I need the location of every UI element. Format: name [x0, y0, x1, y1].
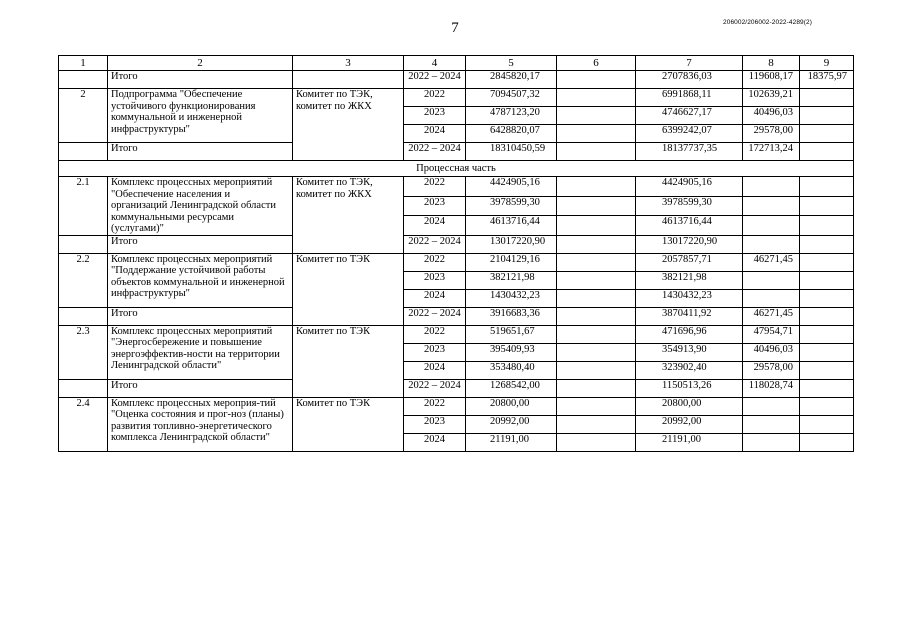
row-number: 2.4: [59, 397, 108, 451]
section-row: [59, 161, 854, 177]
value-cell: 21191,00: [636, 433, 743, 451]
value-cell: 4613716,44: [636, 216, 743, 236]
value-cell: [557, 125, 636, 143]
row-name: Итого: [108, 307, 293, 325]
value-cell: [557, 379, 636, 397]
row-name: Комплекс процессных мероприя-тий "Оценка состояния и прог-ноз (планы) развития топливно-энергетического комплекса Ленинградской области": [108, 397, 293, 451]
value-cell: [743, 216, 800, 236]
value-cell: [557, 271, 636, 289]
document-code: 206002/206002-2022-4289(2): [723, 19, 812, 26]
year-row: [59, 325, 854, 343]
value-cell: [800, 125, 854, 143]
value-cell: [557, 235, 636, 253]
value-cell: 4746627,17: [636, 107, 743, 125]
value-cell: 1150513,26: [636, 379, 743, 397]
year-cell: 2024: [404, 125, 466, 143]
value-cell: [557, 307, 636, 325]
value-cell: 519651,67: [466, 325, 557, 343]
year-cell: 2023: [404, 271, 466, 289]
year-cell: 2024: [404, 289, 466, 307]
row-name: Итого: [108, 71, 293, 89]
value-cell: 4424905,16: [636, 177, 743, 197]
total-row: [59, 71, 854, 89]
value-cell: 6399242,07: [636, 125, 743, 143]
budget-table: [58, 55, 854, 452]
value-cell: 6428820,07: [466, 125, 557, 143]
value-cell: 18375,97: [800, 71, 854, 89]
value-cell: 47954,71: [743, 325, 800, 343]
value-cell: [557, 253, 636, 271]
value-cell: [800, 196, 854, 216]
year-row: [59, 253, 854, 271]
header-row: [59, 56, 854, 71]
section-title: Процессная часть: [59, 161, 854, 177]
year-cell: 2023: [404, 343, 466, 361]
value-cell: 1430432,23: [466, 289, 557, 307]
year-cell: 2024: [404, 216, 466, 236]
value-cell: 18310450,59: [466, 143, 557, 161]
value-cell: 13017220,90: [636, 235, 743, 253]
value-cell: [800, 415, 854, 433]
value-cell: [557, 415, 636, 433]
value-cell: [800, 143, 854, 161]
value-cell: [743, 235, 800, 253]
row-number: 2: [59, 89, 108, 143]
value-cell: 118028,74: [743, 379, 800, 397]
value-cell: 20992,00: [636, 415, 743, 433]
year-cell: 2023: [404, 196, 466, 216]
column-header: 5: [466, 56, 557, 71]
year-cell: 2023: [404, 107, 466, 125]
year-cell: 2022: [404, 253, 466, 271]
value-cell: [800, 271, 854, 289]
year-cell: 2024: [404, 361, 466, 379]
value-cell: 2057857,71: [636, 253, 743, 271]
value-cell: [800, 307, 854, 325]
total-row: [59, 307, 854, 325]
value-cell: [743, 289, 800, 307]
value-cell: [557, 433, 636, 451]
column-header: 6: [557, 56, 636, 71]
column-header: 2: [108, 56, 293, 71]
page-number: 7: [451, 20, 459, 36]
column-header: 9: [800, 56, 854, 71]
value-cell: 1430432,23: [636, 289, 743, 307]
value-cell: 353480,40: [466, 361, 557, 379]
row-number: [59, 235, 108, 253]
year-row: [59, 177, 854, 197]
value-cell: [800, 89, 854, 107]
column-header: 8: [743, 56, 800, 71]
value-cell: 102639,21: [743, 89, 800, 107]
value-cell: [800, 361, 854, 379]
value-cell: 382121,98: [466, 271, 557, 289]
value-cell: 395409,93: [466, 343, 557, 361]
total-row: [59, 235, 854, 253]
year-cell: 2022: [404, 89, 466, 107]
row-name: Итого: [108, 235, 293, 253]
year-cell: 2022 – 2024: [404, 71, 466, 89]
value-cell: [557, 196, 636, 216]
row-name: Итого: [108, 379, 293, 397]
value-cell: [800, 177, 854, 197]
row-number: 2.3: [59, 325, 108, 379]
year-cell: 2022: [404, 325, 466, 343]
row-name: Комплекс процессных мероприятий "Обеспечение населения и организаций Ленинградской области коммунальными ресурсами (услугами)": [108, 177, 293, 236]
value-cell: 3978599,30: [466, 196, 557, 216]
year-cell: 2023: [404, 415, 466, 433]
value-cell: [557, 397, 636, 415]
value-cell: 119608,17: [743, 71, 800, 89]
row-number: [59, 143, 108, 161]
value-cell: [557, 107, 636, 125]
value-cell: 20800,00: [466, 397, 557, 415]
total-row: [59, 143, 854, 161]
value-cell: [800, 107, 854, 125]
row-name: Подпрограмма "Обеспечение устойчивого функционирования коммунальной и инженерной инфраструктуры": [108, 89, 293, 143]
value-cell: 3870411,92: [636, 307, 743, 325]
column-header: 4: [404, 56, 466, 71]
value-cell: 21191,00: [466, 433, 557, 451]
value-cell: [743, 177, 800, 197]
column-header: 1: [59, 56, 108, 71]
value-cell: 172713,24: [743, 143, 800, 161]
year-cell: 2024: [404, 433, 466, 451]
value-cell: 20992,00: [466, 415, 557, 433]
value-cell: [800, 343, 854, 361]
value-cell: [557, 361, 636, 379]
value-cell: 40496,03: [743, 343, 800, 361]
value-cell: [800, 325, 854, 343]
value-cell: [557, 343, 636, 361]
value-cell: [743, 433, 800, 451]
responsible-cell: Комитет по ТЭК: [293, 253, 404, 325]
value-cell: 2707836,03: [636, 71, 743, 89]
responsible-cell: [293, 71, 404, 89]
column-header: 7: [636, 56, 743, 71]
value-cell: [557, 289, 636, 307]
row-number: [59, 379, 108, 397]
row-name: Комплекс процессных мероприятий "Энергосбережение и повышение энергоэффектив-ности на территории Ленинградской области": [108, 325, 293, 379]
value-cell: 2104129,16: [466, 253, 557, 271]
year-cell: 2022 – 2024: [404, 379, 466, 397]
year-cell: 2022 – 2024: [404, 235, 466, 253]
responsible-cell: Комитет по ТЭК: [293, 397, 404, 451]
row-number: 2.1: [59, 177, 108, 236]
value-cell: [800, 289, 854, 307]
value-cell: 46271,45: [743, 307, 800, 325]
value-cell: 46271,45: [743, 253, 800, 271]
responsible-cell: Комитет по ТЭК, комитет по ЖКХ: [293, 177, 404, 254]
value-cell: 4787123,20: [466, 107, 557, 125]
value-cell: [800, 379, 854, 397]
value-cell: 2845820,17: [466, 71, 557, 89]
year-row: [59, 89, 854, 107]
value-cell: [743, 397, 800, 415]
value-cell: 4424905,16: [466, 177, 557, 197]
value-cell: 6991868,11: [636, 89, 743, 107]
value-cell: [800, 253, 854, 271]
year-cell: 2022 – 2024: [404, 143, 466, 161]
row-number: [59, 307, 108, 325]
value-cell: 3978599,30: [636, 196, 743, 216]
value-cell: 3916683,36: [466, 307, 557, 325]
value-cell: 13017220,90: [466, 235, 557, 253]
value-cell: 323902,40: [636, 361, 743, 379]
value-cell: 29578,00: [743, 361, 800, 379]
value-cell: 471696,96: [636, 325, 743, 343]
value-cell: [557, 216, 636, 236]
value-cell: [743, 271, 800, 289]
value-cell: 7094507,32: [466, 89, 557, 107]
row-number: 2.2: [59, 253, 108, 307]
value-cell: [557, 143, 636, 161]
value-cell: [743, 196, 800, 216]
row-name: Итого: [108, 143, 293, 161]
value-cell: 382121,98: [636, 271, 743, 289]
value-cell: [800, 397, 854, 415]
value-cell: 1268542,00: [466, 379, 557, 397]
value-cell: [557, 71, 636, 89]
value-cell: 354913,90: [636, 343, 743, 361]
value-cell: [800, 216, 854, 236]
value-cell: 20800,00: [636, 397, 743, 415]
value-cell: [800, 433, 854, 451]
row-number: [59, 71, 108, 89]
responsible-cell: Комитет по ТЭК, комитет по ЖКХ: [293, 89, 404, 161]
value-cell: [743, 415, 800, 433]
value-cell: 40496,03: [743, 107, 800, 125]
responsible-cell: Комитет по ТЭК: [293, 325, 404, 397]
value-cell: [557, 325, 636, 343]
value-cell: 4613716,44: [466, 216, 557, 236]
year-cell: 2022: [404, 177, 466, 197]
column-header: 3: [293, 56, 404, 71]
year-cell: 2022 – 2024: [404, 307, 466, 325]
value-cell: [800, 235, 854, 253]
value-cell: [557, 177, 636, 197]
value-cell: 29578,00: [743, 125, 800, 143]
year-cell: 2022: [404, 397, 466, 415]
year-row: [59, 397, 854, 415]
value-cell: [557, 89, 636, 107]
row-name: Комплекс процессных мероприятий "Поддержание устойчивой работы объектов коммунальной и инженерной инфраструктуры": [108, 253, 293, 307]
value-cell: 18137737,35: [636, 143, 743, 161]
total-row: [59, 379, 854, 397]
